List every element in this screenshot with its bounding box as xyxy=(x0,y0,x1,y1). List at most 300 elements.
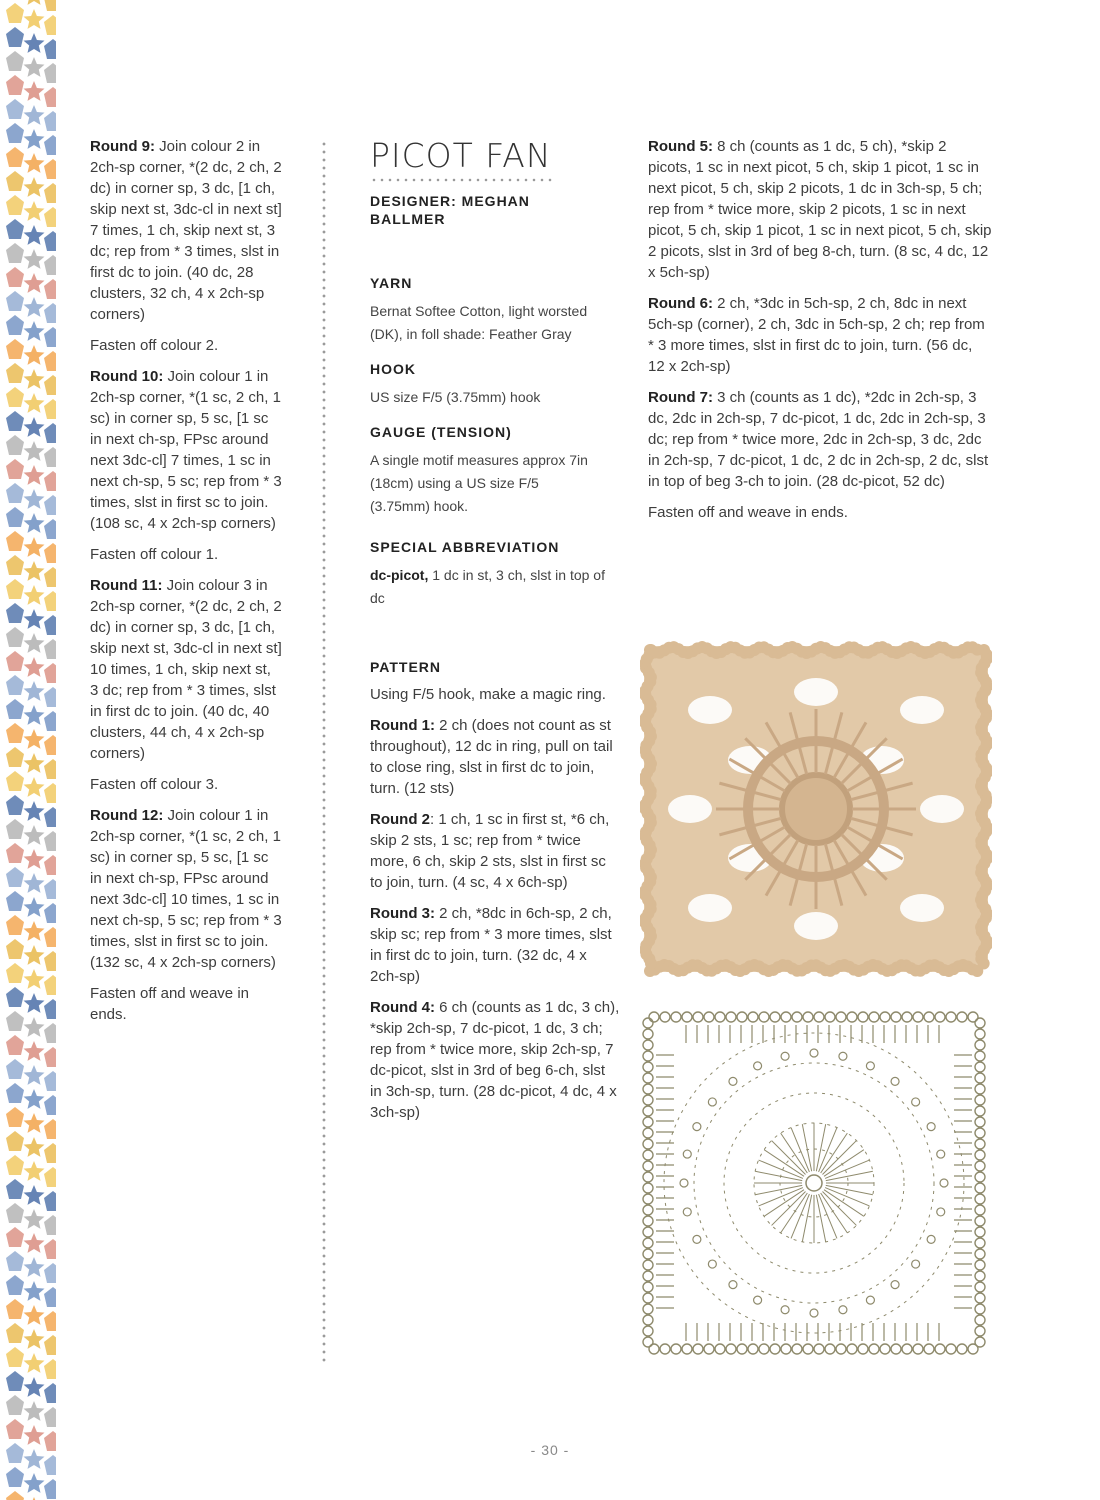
border-pentagon-tile xyxy=(6,99,24,119)
chart-picot xyxy=(975,1238,985,1248)
chart-picot xyxy=(643,1161,653,1171)
chart-picot xyxy=(759,1344,769,1354)
border-pentagon-tile xyxy=(44,1191,56,1211)
chart-picot xyxy=(643,1172,653,1182)
border-star-tile xyxy=(24,177,45,197)
border-pentagon-tile xyxy=(6,699,24,719)
border-pentagon-tile xyxy=(44,855,56,875)
border-pentagon-tile xyxy=(44,231,56,251)
chart-picot xyxy=(643,1271,653,1281)
border-pentagon-tile xyxy=(6,603,24,623)
mesh-hole xyxy=(794,678,838,706)
chart-picot xyxy=(643,1183,653,1193)
border-star-tile xyxy=(24,1353,45,1373)
chart-picot xyxy=(660,1344,670,1354)
border-star-tile xyxy=(24,1377,45,1397)
chart-picot xyxy=(975,1205,985,1215)
border-pentagon-tile xyxy=(44,591,56,611)
border-pentagon-tile xyxy=(44,423,56,443)
chart-picot xyxy=(975,1161,985,1171)
border-star-tile xyxy=(24,81,45,101)
chart-picot xyxy=(913,1012,923,1022)
chart-picot xyxy=(891,1344,901,1354)
chart-radial-stitch xyxy=(816,1124,825,1171)
chart-picot xyxy=(891,1281,899,1289)
border-pentagon-tile xyxy=(44,1215,56,1235)
border-pentagon-tile xyxy=(44,903,56,923)
border-pentagon-tile xyxy=(44,1311,56,1331)
chart-picot xyxy=(975,1117,985,1127)
chart-picot xyxy=(975,1029,985,1039)
center-ring xyxy=(782,775,850,843)
border-pentagon-tile xyxy=(44,1023,56,1043)
round-label: Round 12: xyxy=(90,807,164,824)
yarn-text: Bernat Softee Cotton, light worsted (DK), in foll shade: Feather Gray xyxy=(370,303,588,342)
border-pentagon-tile xyxy=(6,819,24,839)
round-text: 8 ch (counts as 1 dc, 5 ch), *skip 2 picots, 1 sc in next picot, 5 ch, skip 1 picot, 1 sc in next picot, 5 ch, skip 2 picots, 1 dc in 3ch-sp, 5 ch; rep from * twice more, skip 2 picots, 1 sc in next picot, 5 ch, skip 1 picot, 1 sc in next picot, 5 ch, skip 2 picots, slst in 3rd of beg 8-ch, turn. (8 sc, 4 dc, 12 x 5ch-sp) xyxy=(648,138,992,281)
chart-picot xyxy=(643,1095,653,1105)
border-pentagon-tile xyxy=(44,1407,56,1427)
crochet-square-photo xyxy=(640,640,992,978)
border-pentagon-tile xyxy=(44,447,56,467)
chart-picot xyxy=(975,1139,985,1149)
chart-round xyxy=(664,1033,964,1333)
round-text: 6 ch (counts as 1 dc, 3 ch), *skip 2ch-sp, 7 dc-picot, 1 dc, 3 ch; rep from * twice more, skip 2ch-sp, 7 dc-picot, slst in 3rd of beg 6-ch, slst in 3ch-sp, turn. (28 dc-picot, 4 dc, 4 x 3ch-sp) xyxy=(370,999,620,1121)
chart-picot xyxy=(726,1344,736,1354)
chart-picot xyxy=(643,1194,653,1204)
border-star-tile xyxy=(24,201,45,221)
chart-radial-stitch xyxy=(816,1195,825,1242)
border-pentagon-tile xyxy=(44,1119,56,1139)
border-pentagon-tile xyxy=(44,351,56,371)
chart-picot xyxy=(975,1172,985,1182)
chart-picot xyxy=(935,1012,945,1022)
chart-picot xyxy=(643,1084,653,1094)
chart-picot xyxy=(975,1095,985,1105)
chart-picot xyxy=(770,1012,780,1022)
border-star-tile xyxy=(24,993,45,1013)
pattern-paragraph xyxy=(90,774,282,795)
border-pentagon-tile xyxy=(44,1071,56,1091)
chart-picot xyxy=(924,1344,934,1354)
chart-picot xyxy=(693,1123,701,1131)
chart-picot xyxy=(847,1012,857,1022)
designer-credit: DESIGNER: MEGHAN BALLMER xyxy=(370,193,530,227)
border-star-tile xyxy=(24,633,45,653)
special-abbreviation-heading: SPECIAL ABBREVIATION xyxy=(370,539,560,555)
chart-picot xyxy=(781,1344,791,1354)
pattern-paragraph xyxy=(648,502,993,523)
border-pentagon-tile xyxy=(44,1383,56,1403)
border-pentagon-tile xyxy=(44,543,56,563)
round-text: 2 ch, *8dc in 6ch-sp, 2 ch, skip sc; rep from * 3 more times, slst in first dc to join, turn. (32 dc, 4 x 2ch-sp) xyxy=(370,905,612,985)
chart-picot xyxy=(643,1051,653,1061)
round-text: Join colour 1 in 2ch-sp corner, *(1 sc, 2 ch, 1 sc) in corner sp, 5 sc, [1 sc in next ch-sp, FPsc around next 3dc-cl] 10 times, 1 sc in next ch-sp, 5 sc; rep from * 3 times, slst in first sc to join. (132 sc, 4 x 2ch-sp corners) xyxy=(90,807,282,971)
chart-radial-stitch xyxy=(825,1160,869,1178)
chart-radial-stitch xyxy=(819,1128,837,1172)
border-star-tile xyxy=(24,705,45,725)
chart-picot xyxy=(671,1344,681,1354)
border-pentagon-tile xyxy=(44,1359,56,1379)
border-pentagon-tile xyxy=(44,1095,56,1115)
chart-picot xyxy=(792,1344,802,1354)
border-pentagon-tile xyxy=(6,1083,24,1103)
abbrev-definition: 1 dc in st, 3 ch, slst in top of dc xyxy=(370,567,605,606)
chart-radial-stitch xyxy=(755,1185,802,1194)
chart-picot xyxy=(975,1315,985,1325)
border-star-tile xyxy=(24,1281,45,1301)
border-pentagon-tile xyxy=(6,555,24,575)
border-pentagon-tile xyxy=(44,0,56,11)
chart-picot xyxy=(957,1012,967,1022)
chart-picot xyxy=(927,1235,935,1243)
border-pentagon-tile xyxy=(6,867,24,887)
border-pentagon-tile xyxy=(44,495,56,515)
pattern-paragraph xyxy=(90,805,282,973)
chart-picot xyxy=(803,1012,813,1022)
border-star-tile xyxy=(24,1017,45,1037)
chart-round xyxy=(724,1093,904,1273)
border-pentagon-tile xyxy=(6,387,24,407)
chart-magic-ring xyxy=(806,1175,822,1191)
border-pentagon-tile xyxy=(6,1491,24,1500)
border-star-tile xyxy=(24,489,45,509)
column-middle xyxy=(370,136,620,1133)
chart-picot xyxy=(839,1052,847,1060)
chart-picot xyxy=(643,1040,653,1050)
border-star-tile xyxy=(24,345,45,365)
chart-picot xyxy=(643,1293,653,1303)
chart-radial-stitch xyxy=(826,1185,873,1194)
border-star-tile xyxy=(24,825,45,845)
border-pentagon-tile xyxy=(6,1275,24,1295)
chart-picot xyxy=(836,1344,846,1354)
chart-round xyxy=(694,1063,934,1303)
border-star-tile xyxy=(24,1113,45,1133)
chart-picot xyxy=(891,1077,899,1085)
pattern-paragraph xyxy=(648,387,993,492)
border-pentagon-tile xyxy=(44,519,56,539)
chart-radial-stitch xyxy=(791,1194,809,1238)
chart-picot xyxy=(682,1012,692,1022)
border-star-tile xyxy=(24,897,45,917)
border-pentagon-tile xyxy=(44,87,56,107)
border-star-tile xyxy=(24,681,45,701)
round-text: Fasten off colour 3. xyxy=(90,776,219,793)
border-star-tile xyxy=(24,0,45,5)
round-text: 3 ch (counts as 1 dc), *2dc in 2ch-sp, 3 dc, 2dc in 2ch-sp, 7 dc-picot, 1 dc, 2dc in 2ch-sp, 3 dc; rep from * twice more, 2dc in 2ch-sp, 3 dc, 2dc in 2ch-sp, 7 dc-picot, 1 dc, 2 dc in 2ch-sp, 2 dc, slst in top of beg 3-ch to join. (28 dc-picot, 52 dc) xyxy=(648,389,989,490)
title-underline-dots xyxy=(370,178,554,182)
chart-picot xyxy=(643,1117,653,1127)
chart-picot xyxy=(814,1344,824,1354)
pattern-paragraph xyxy=(90,136,282,325)
border-pentagon-tile xyxy=(44,471,56,491)
border-pentagon-tile xyxy=(6,1107,24,1127)
border-star-tile xyxy=(24,1161,45,1181)
chart-picot xyxy=(803,1344,813,1354)
chart-radial-stitch xyxy=(759,1188,803,1206)
round-label: Round 6: xyxy=(648,295,713,312)
border-pentagon-tile xyxy=(44,15,56,35)
abbrev-term: dc-picot, xyxy=(370,567,429,583)
mesh-hole xyxy=(688,696,732,724)
border-pentagon-tile xyxy=(6,27,24,47)
chart-picot xyxy=(975,1304,985,1314)
chart-picot xyxy=(975,1106,985,1116)
chart-picot xyxy=(660,1012,670,1022)
mesh-hole xyxy=(688,894,732,922)
border-star-tile xyxy=(24,1473,45,1493)
chart-picot xyxy=(946,1012,956,1022)
border-pentagon-tile xyxy=(6,1131,24,1151)
border-star-tile xyxy=(24,57,45,77)
chart-picot xyxy=(704,1012,714,1022)
special-abbreviation-text xyxy=(370,564,610,610)
border-pentagon-tile xyxy=(44,207,56,227)
border-pentagon-tile xyxy=(6,483,24,503)
chart-picot xyxy=(643,1337,653,1347)
chart-picot xyxy=(975,1073,985,1083)
pattern-paragraph xyxy=(90,575,282,764)
gauge-text: A single motif measures approx 7in (18cm) using a US size F/5 (3.75mm) hook. xyxy=(370,452,588,514)
chart-picot xyxy=(836,1012,846,1022)
chart-radial-stitch xyxy=(825,1188,869,1206)
border-pentagon-tile xyxy=(6,1419,24,1439)
border-star-tile xyxy=(24,969,45,989)
pattern-paragraph xyxy=(90,544,282,565)
chart-picot xyxy=(912,1260,920,1268)
chart-picot xyxy=(975,1040,985,1050)
round-label: Round 10: xyxy=(90,368,164,385)
border-star-tile xyxy=(24,1185,45,1205)
pattern-paragraph xyxy=(90,983,282,1025)
border-pentagon-tile xyxy=(44,615,56,635)
chart-picot xyxy=(643,1018,653,1028)
chart-picot xyxy=(643,1315,653,1325)
border-pentagon-tile xyxy=(6,843,24,863)
chart-picot xyxy=(858,1012,868,1022)
chart-picot xyxy=(810,1309,818,1317)
border-star-tile xyxy=(24,33,45,53)
border-pentagon-tile xyxy=(6,243,24,263)
border-pentagon-tile xyxy=(44,831,56,851)
border-star-tile xyxy=(24,273,45,293)
border-star-tile xyxy=(24,417,45,437)
chart-picot xyxy=(729,1281,737,1289)
border-pentagon-tile xyxy=(44,303,56,323)
border-star-tile xyxy=(24,777,45,797)
chart-picot xyxy=(737,1344,747,1354)
round-text: : 1 ch, 1 sc in first st, *6 ch, skip 2 sts, 1 sc; rep from * twice more, 6 ch, skip 2 sts, slst in first sc to join, turn. (4 sc, 4 x 6ch-sp) xyxy=(370,811,610,891)
chart-picot xyxy=(924,1012,934,1022)
border-pentagon-tile xyxy=(6,219,24,239)
round-label: Round 4: xyxy=(370,999,435,1016)
border-star-tile xyxy=(24,561,45,581)
border-star-tile xyxy=(24,321,45,341)
pattern-paragraph xyxy=(370,903,620,987)
chart-picot xyxy=(683,1208,691,1216)
pattern-paragraph xyxy=(90,366,282,534)
chart-picot xyxy=(643,1216,653,1226)
column-right xyxy=(648,136,993,533)
border-pentagon-tile xyxy=(44,1479,56,1499)
border-star-tile xyxy=(24,1305,45,1325)
border-star-tile xyxy=(24,1137,45,1157)
chart-picot xyxy=(781,1306,789,1314)
chart-picot xyxy=(825,1344,835,1354)
chart-picot xyxy=(869,1012,879,1022)
dotted-divider xyxy=(322,140,326,1362)
border-pentagon-tile xyxy=(6,1059,24,1079)
pattern-paragraph xyxy=(90,335,282,356)
pattern-paragraph xyxy=(370,715,620,799)
border-pentagon-tile xyxy=(44,183,56,203)
border-pentagon-tile xyxy=(44,975,56,995)
chart-picot xyxy=(891,1012,901,1022)
border-pentagon-tile xyxy=(6,1011,24,1031)
border-star-tile xyxy=(24,873,45,893)
chart-picot xyxy=(683,1150,691,1158)
yarn-heading: YARN xyxy=(370,275,413,291)
pattern-rounds xyxy=(370,684,620,1123)
chart-picot xyxy=(975,1084,985,1094)
border-pentagon-tile xyxy=(44,327,56,347)
chart-picot xyxy=(708,1260,716,1268)
border-pentagon-tile xyxy=(44,1335,56,1355)
border-star-tile xyxy=(24,9,45,29)
border-star-tile xyxy=(24,537,45,557)
chart-picot xyxy=(975,1326,985,1336)
round-label: Round 11: xyxy=(90,577,163,594)
chart-picot xyxy=(975,1194,985,1204)
border-pentagon-tile xyxy=(6,1467,24,1487)
border-pentagon-tile xyxy=(44,1167,56,1187)
border-pentagon-tile xyxy=(6,363,24,383)
mesh-hole xyxy=(900,894,944,922)
chart-picot xyxy=(975,1293,985,1303)
chart-picot xyxy=(643,1139,653,1149)
border-star-tile xyxy=(24,249,45,269)
chart-picot xyxy=(643,1106,653,1116)
round-text: Join colour 1 in 2ch-sp corner, *(1 sc, 2 ch, 1 sc) in corner sp, 5 sc, [1 sc in next ch-sp, FPsc around next 3dc-cl] 7 times, 1 sc in next ch-sp, 5 sc; rep from * 3 times, slst in first sc to join. (108 sc, 4 x 2ch-sp corners) xyxy=(90,368,282,532)
chart-picot xyxy=(715,1344,725,1354)
edge-picot xyxy=(971,644,983,656)
chart-picot xyxy=(770,1344,780,1354)
mesh-hole xyxy=(668,795,712,823)
chart-picot xyxy=(643,1073,653,1083)
round-label: Round 7: xyxy=(648,389,713,406)
border-pentagon-tile xyxy=(6,171,24,191)
border-pentagon-tile xyxy=(44,735,56,755)
chart-radial-stitch xyxy=(802,1195,811,1242)
chart-picot xyxy=(913,1344,923,1354)
crochet-symbol-chart xyxy=(636,1005,992,1361)
border-star-tile xyxy=(24,921,45,941)
border-star-tile xyxy=(24,153,45,173)
chart-picot xyxy=(649,1012,659,1022)
border-pentagon-tile xyxy=(6,435,24,455)
mesh-hole xyxy=(900,696,944,724)
border-pentagon-tile xyxy=(6,1395,24,1415)
chart-picot xyxy=(975,1271,985,1281)
round-label: Round 2 xyxy=(370,811,430,828)
border-pentagon-tile xyxy=(6,627,24,647)
border-pentagon-tile xyxy=(6,1299,24,1319)
border-star-tile xyxy=(24,129,45,149)
border-pentagon-tile xyxy=(6,1251,24,1271)
chart-picot xyxy=(693,1235,701,1243)
border-pentagon-tile xyxy=(44,759,56,779)
chart-picot xyxy=(880,1344,890,1354)
border-pentagon-tile xyxy=(44,927,56,947)
border-star-tile xyxy=(24,1041,45,1061)
chart-picot xyxy=(847,1344,857,1354)
chart-radial-stitch xyxy=(826,1171,873,1180)
border-pentagon-tile xyxy=(44,39,56,59)
border-pentagon-tile xyxy=(44,159,56,179)
border-pentagon-tile xyxy=(6,1155,24,1175)
border-star-tile xyxy=(24,801,45,821)
chart-picot xyxy=(671,1012,681,1022)
chart-picot xyxy=(975,1337,985,1347)
chart-picot xyxy=(866,1296,874,1304)
round-text: Fasten off and weave in ends. xyxy=(90,985,249,1023)
border-pentagon-tile xyxy=(6,123,24,143)
chart-picot xyxy=(866,1062,874,1070)
chart-picot xyxy=(643,1282,653,1292)
border-star-tile xyxy=(24,105,45,125)
border-pentagon-tile xyxy=(6,675,24,695)
border-pentagon-tile xyxy=(6,963,24,983)
mesh-hole xyxy=(794,912,838,940)
border-pentagon-tile xyxy=(6,1035,24,1055)
round-text: Fasten off colour 1. xyxy=(90,546,219,563)
chart-picot xyxy=(946,1344,956,1354)
border-pentagon-tile xyxy=(6,1203,24,1223)
border-pentagon-tile xyxy=(6,987,24,1007)
decorative-border xyxy=(0,0,56,1500)
border-star-tile xyxy=(24,441,45,461)
border-pentagon-tile xyxy=(44,1287,56,1307)
border-pentagon-tile xyxy=(44,255,56,275)
border-star-tile xyxy=(24,1329,45,1349)
pattern-heading: PATTERN xyxy=(370,659,442,675)
hook-text: US size F/5 (3.75mm) hook xyxy=(370,389,541,405)
border-pentagon-tile xyxy=(6,291,24,311)
chart-radial-stitch xyxy=(802,1124,811,1171)
chart-radial-stitch xyxy=(819,1194,837,1238)
chart-picot xyxy=(902,1344,912,1354)
round-text: 2 ch, *3dc in 5ch-sp, 2 ch, 8dc in next 5ch-sp (corner), 2 ch, 3dc in 5ch-sp, 2 ch; rep from * 3 more times, slst in first dc to join, turn. (56 dc, 12 x 2ch-sp) xyxy=(648,295,985,375)
chart-picot xyxy=(940,1179,948,1187)
chart-picot xyxy=(975,1249,985,1259)
border-star-tile xyxy=(24,1233,45,1253)
border-pentagon-tile xyxy=(6,195,24,215)
border-star-tile xyxy=(24,657,45,677)
border-pentagon-tile xyxy=(6,747,24,767)
border-star-tile xyxy=(24,585,45,605)
border-pentagon-tile xyxy=(44,63,56,83)
chart-picot xyxy=(754,1296,762,1304)
border-pentagon-tile xyxy=(44,135,56,155)
edge-picot xyxy=(645,957,657,969)
border-pentagon-tile xyxy=(6,579,24,599)
chart-picot xyxy=(759,1012,769,1022)
chart-picot xyxy=(825,1012,835,1022)
border-pentagon-tile xyxy=(6,507,24,527)
border-star-tile xyxy=(24,1209,45,1229)
chart-picot xyxy=(968,1012,978,1022)
